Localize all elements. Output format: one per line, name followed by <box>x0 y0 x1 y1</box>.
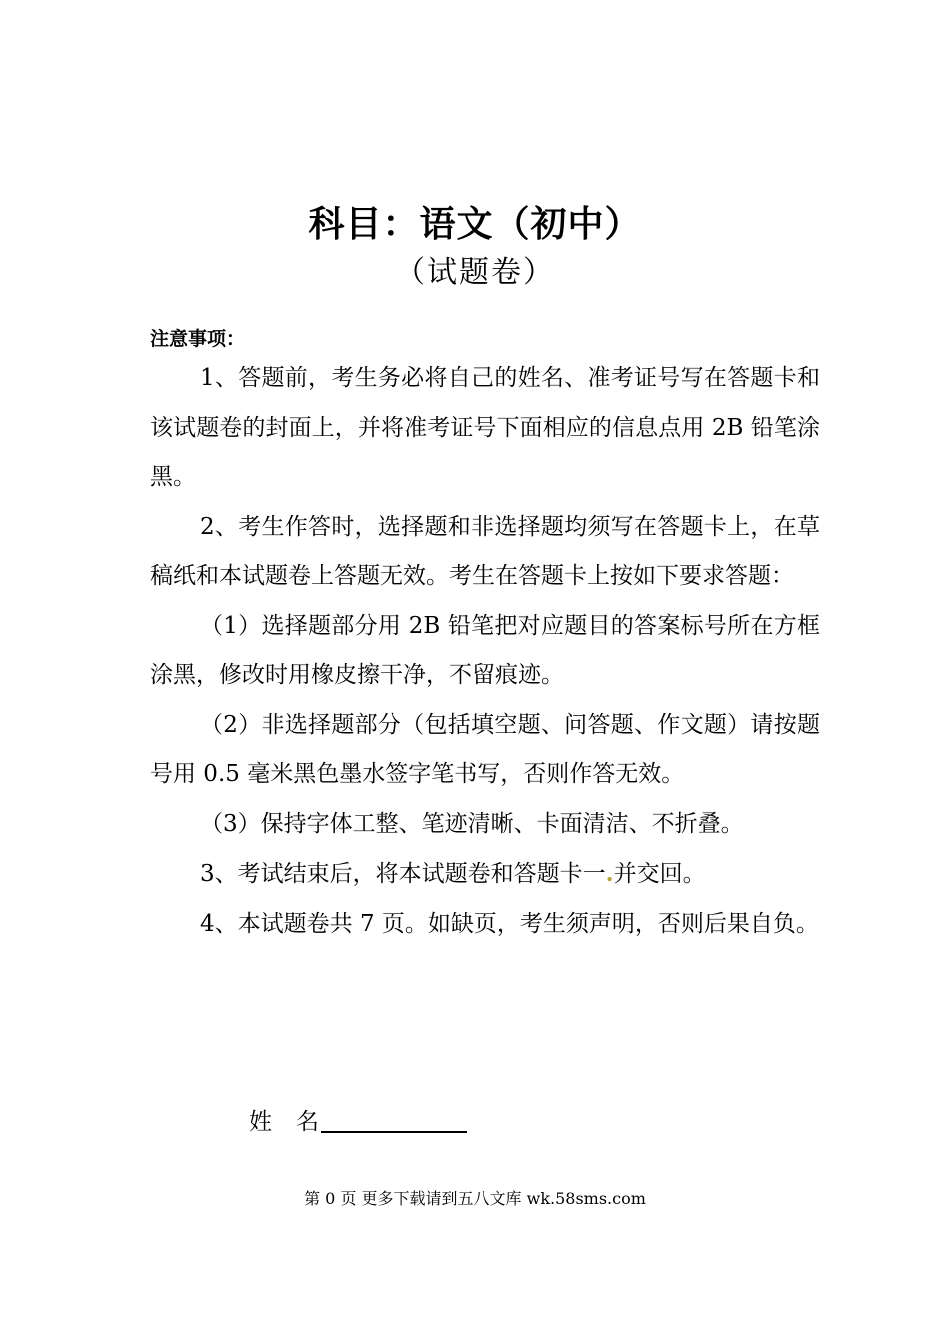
notice-paragraph-1: 1、答题前，考生务必将自己的姓名、准考证号写在答题卡和该试题卷的封面上，并将准考证号下面相应的信息点用 2B 铅笔涂黑。 <box>150 365 820 490</box>
notice-paragraph-2-2: （2）非选择题部分（包括填空题、问答题、作文题）请按题号用 0.5 毫米黑色墨水签字笔书写，否则作答无效。 <box>150 711 820 787</box>
exam-title: 科目：语文（初中） <box>308 203 642 245</box>
stray-dot-mark: . <box>605 860 614 887</box>
page-footer: 第 0 页 更多下载请到五八文库 wk.58sms.com <box>304 1189 646 1208</box>
notice-paragraph-2-3: （3）保持字体工整、笔迹清晰、卡面清洁、不折叠。 <box>200 810 744 837</box>
name-field <box>249 1102 467 1142</box>
name-label-char-1: 姓 <box>249 1109 272 1135</box>
exam-subtitle: （试题卷） <box>395 255 555 290</box>
notice-paragraph-2: 2、考生作答时，选择题和非选择题均须写在答题卡上，在草稿纸和本试题卷上答题无效。考生在答题卡上按如下要求答题： <box>150 513 820 589</box>
notice-paragraph-3 <box>150 849 820 900</box>
notice-paragraph-4: 4、本试题卷共 7 页。如缺页，考生须声明，否则后果自负。 <box>200 910 819 937</box>
notice-paragraph-2-1: （1）选择题部分用 2B 铅笔把对应题目的答案标号所在方框涂黑，修改时用橡皮擦干净，不留痕迹。 <box>150 612 820 688</box>
notice-paragraph-3-end: 并交回。 <box>613 861 706 887</box>
notice-heading: 注意事项： <box>150 328 246 350</box>
name-label-char-2: 名 <box>296 1109 319 1135</box>
name-blank-underline[interactable] <box>321 1103 467 1133</box>
notice-paragraph-3-start: 3、考试结束后，将本试题卷和答题卡一 <box>200 861 606 887</box>
notice-body <box>150 354 820 949</box>
